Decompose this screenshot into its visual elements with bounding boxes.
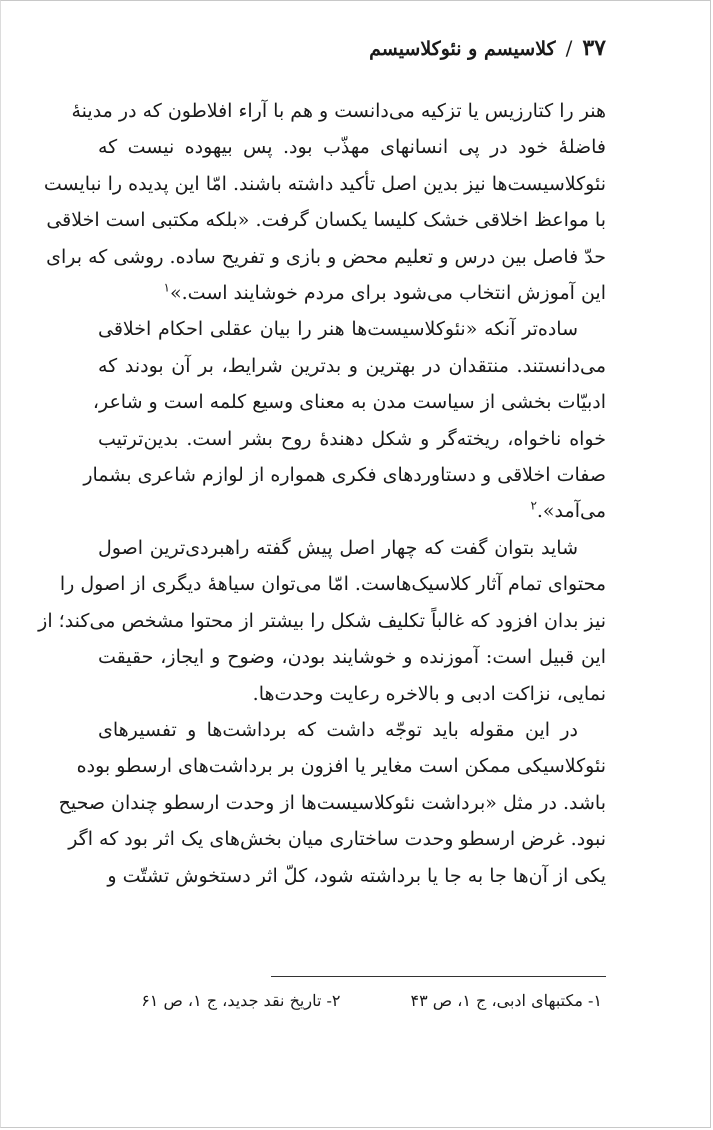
text-line: می‌دانستند. منتقدان در بهترین و بدترین شرایط، بر آن بودند که	[98, 354, 606, 377]
footnote-reference: ۱	[163, 280, 170, 295]
footnote-reference: ۲	[530, 499, 537, 514]
text-line: این قبیل است: آموزنده و خوشایند بودن، وضوح و ایجاز، حقیقت	[98, 646, 606, 669]
text-line: شاید بتوان گفت که چهار اصل پیش گفته راهبردی‌ترین اصول	[98, 536, 578, 559]
text-line: این آموزش انتخاب می‌شود برای مردم خوشایند است.»$^۱$	[163, 280, 606, 305]
text-line: ادبیّات بخشی از سیاست مدن به معنای وسیع کلمه است و شاعر،	[92, 391, 606, 414]
text-line: می‌آمد».$^۲$	[530, 499, 606, 523]
footnote-2: ۲- تاریخ نقد جدید، ج ۱، ص ۶۱	[141, 991, 341, 1010]
text-line: محتوای تمام آثار کلاسیک‌هاست. امّا می‌توان سیاههٔ دیگری از اصول را	[59, 573, 606, 596]
text-line: با مواعظ اخلاقی خشک کلیسا یکسان گرفت. «بلکه مکتبی است اخلاقی	[46, 209, 606, 232]
chapter-title: کلاسیسم و نئوکلاسیسم	[369, 38, 556, 60]
text-line: نیز بدان افزود که غالباً تکلیف شکل را بیشتر از محتوا مشخص می‌کند؛ از	[38, 609, 606, 632]
footnote-1: ۱- مکتبهای ادبی، ج ۱، ص ۴۳	[410, 991, 602, 1010]
text-line: نئوکلاسیست‌ها نیز بدین اصل تأکید داشته باشند. امّا این پدیده را نبایست	[43, 172, 606, 195]
text-line: ساده‌تر آنکه «نئوکلاسیست‌ها هنر را بیان عقلی احکام اخلاقی	[98, 318, 578, 341]
page-number: ۳۷	[582, 35, 606, 61]
text-line: نبود. غرض ارسطو وحدت ساختاری میان بخش‌های یک اثر بود که اگر	[68, 828, 606, 851]
text-line: فاضلهٔ خود در پی انسانهای مهذّب بود. پس بیهوده نیست که	[98, 136, 606, 159]
footnote-rule	[271, 976, 606, 977]
text-line: خواه ناخواه، ریخته‌گر و شکل دهندهٔ روح بشر است. بدین‌ترتیب	[98, 427, 606, 450]
text-line: صفات اخلاقی و دستاوردهای فکری همواره از لوازم شاعری بشمار	[83, 464, 606, 487]
body-text	[38, 93, 606, 894]
running-header	[81, 35, 606, 61]
text-line: یکی از آن‌ها جا به جا یا برداشته شود، کلّ اثر دستخوش تشتّت و	[107, 864, 606, 887]
text-line: باشد. در مثل «برداشت نئوکلاسیست‌ها از وحدت ارسطو چندان صحیح	[58, 791, 606, 814]
text-line: حدّ فاصل بین درس و تعلیم محض و بازی و تفریح ساده. روشی که برای	[46, 245, 606, 268]
footnotes	[91, 991, 602, 1010]
text-line: نمایی، نزاکت ادبی و بالاخره رعایت وحدت‌ها.	[252, 682, 606, 705]
text-line: در این مقوله باید توجّه داشت که برداشت‌ها و تفسیرهای	[98, 718, 578, 741]
text-line: هنر را کتارزیس یا تزکیه می‌دانست و هم با آراء افلاطون که در مدینهٔ	[71, 100, 606, 122]
text-line: نئوکلاسیکی ممکن است مغایر یا افزون بر برداشت‌های ارسطو بوده	[76, 755, 606, 778]
header-separator: /	[565, 36, 573, 60]
